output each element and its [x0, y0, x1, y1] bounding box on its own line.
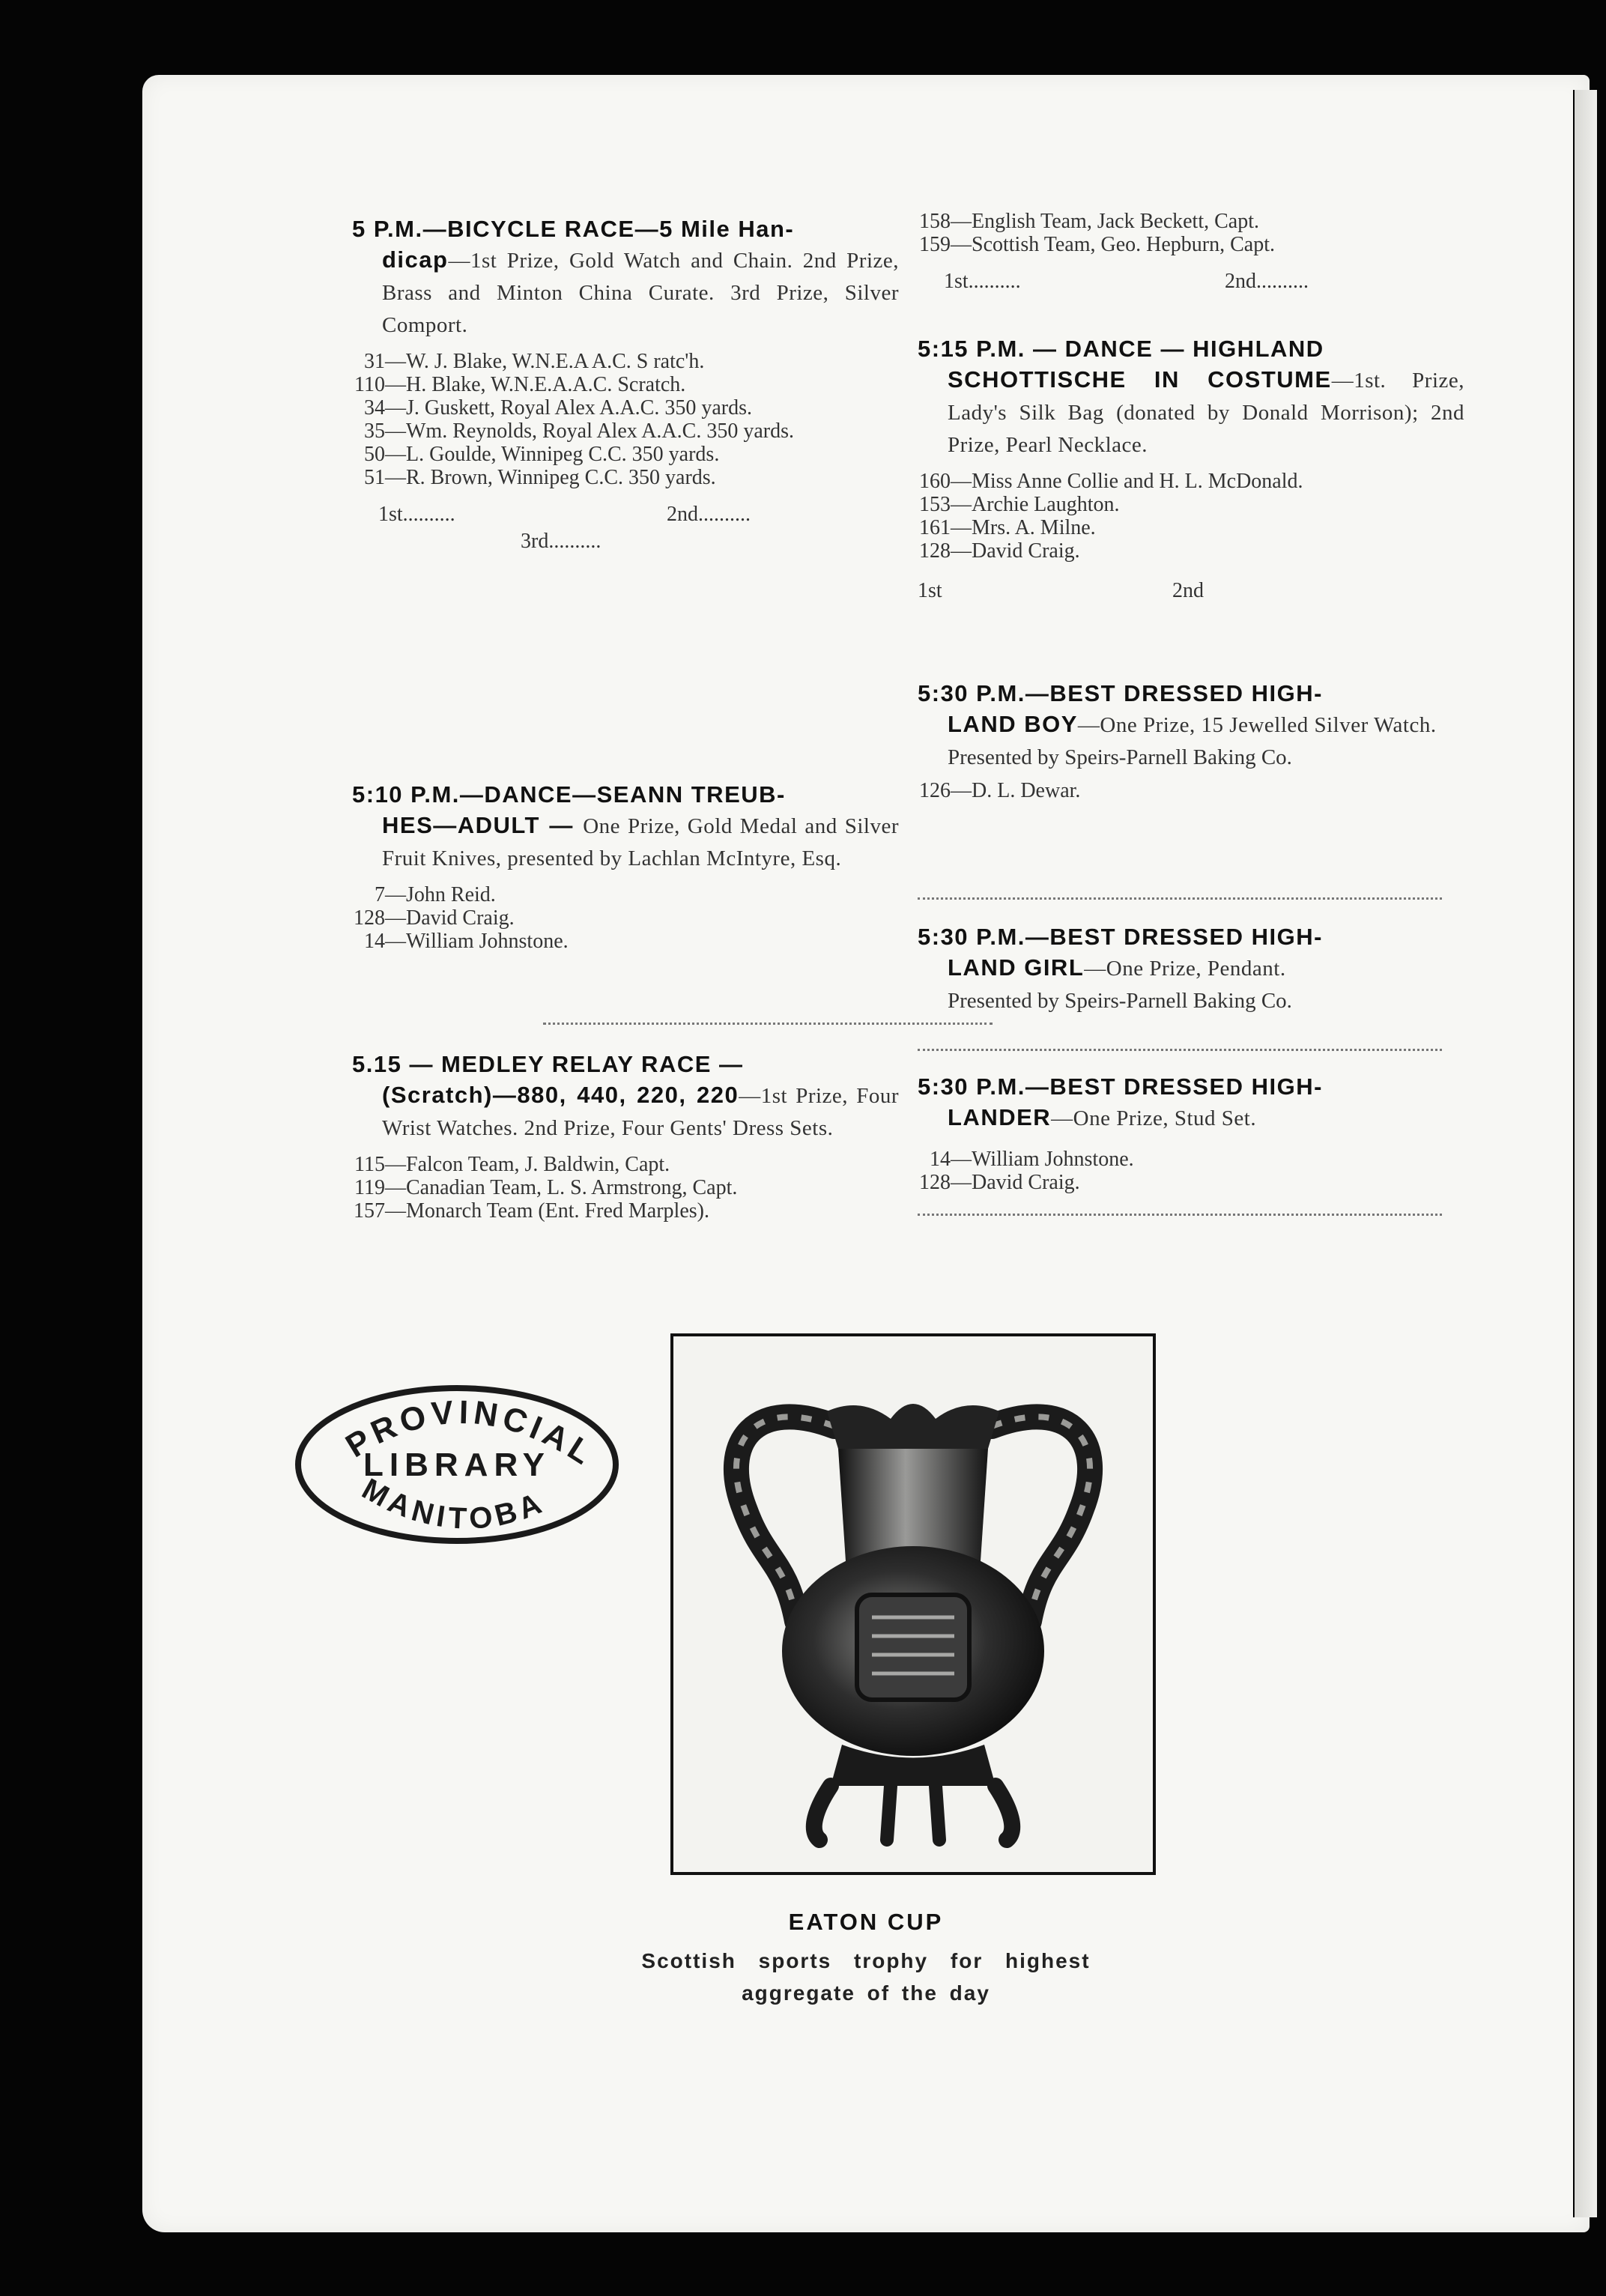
section-heading: 5 P.M.—BICYCLE RACE—5 Mile Han- — [352, 216, 795, 242]
stamp-line-manitoba: MANITOBA — [357, 1472, 551, 1536]
list-item: 31—W. J. Blake, W.N.E.A A.C. S ratc'h. — [364, 350, 705, 373]
entry-list — [918, 470, 1464, 563]
stamp-line-provincial: PROVINCIAL — [339, 1393, 602, 1474]
page-edge — [1573, 90, 1597, 2217]
list-item: 128—David Craig. — [354, 906, 515, 930]
second-place: 2nd.......... — [1225, 270, 1309, 293]
seann-treubhes-section — [352, 779, 899, 953]
list-item: 160—Miss Anne Collie and H. L. McDonald. — [919, 470, 1303, 493]
list-item: 128—David Craig. — [919, 1171, 1080, 1194]
list-item: 161—Mrs. A. Milne. — [919, 516, 1096, 539]
list-item: 159—Scottish Team, Geo. Hepburn, Capt. — [919, 233, 1276, 256]
entry-list — [352, 1153, 899, 1223]
section-heading: 5.15 — MEDLEY RELAY RACE — — [352, 1051, 744, 1077]
dotted-divider — [918, 897, 1442, 900]
list-item: 35—Wm. Reynolds, Royal Alex A.A.C. 350 yards. — [364, 419, 794, 443]
heading-continued: HES—ADULT — — [382, 812, 584, 838]
entry-list — [918, 210, 1464, 256]
trophy-icon — [673, 1336, 1153, 1872]
dotted-divider — [543, 1023, 993, 1025]
heading-continued: LANDER — [948, 1104, 1052, 1130]
library-stamp — [292, 1382, 622, 1547]
placings — [918, 579, 1464, 609]
placings — [918, 270, 1464, 300]
caption-line-1: Scottish sports trophy for highest — [641, 1949, 1091, 1972]
highland-schottische-section — [918, 333, 1464, 609]
trophy-photo — [670, 1333, 1156, 1875]
entry-list — [918, 1148, 1464, 1194]
prize-description: —One Prize, Pendant. — [1084, 957, 1286, 981]
entry-list — [352, 883, 899, 953]
list-item: 128—David Craig. — [919, 539, 1080, 563]
heading-continued: (Scratch)—880, 440, 220, 220 — [382, 1082, 739, 1108]
placings — [352, 503, 899, 555]
third-place: 3rd.......... — [521, 530, 602, 553]
entry-list — [918, 779, 1464, 802]
list-item: 119—Canadian Team, L. S. Armstrong, Capt. — [354, 1176, 738, 1199]
prize-description: —1st. Prize, Lady's Silk Bag (donated by Donald Morrison); 2nd Prize, Pearl Necklace. — [948, 369, 1465, 457]
section-heading: 5:15 P.M. — DANCE — HIGHLAND — [918, 336, 1324, 362]
caption-title: EATON CUP — [788, 1909, 944, 1935]
relay-continued-section — [918, 210, 1464, 300]
presented-by-note: Presented by Speirs-Parnell Baking Co. — [948, 745, 1292, 769]
list-item: 51—R. Brown, Winnipeg C.C. 350 yards. — [364, 466, 716, 489]
list-item: 115—Falcon Team, J. Baldwin, Capt. — [354, 1153, 670, 1176]
first-place: 1st.......... — [944, 270, 1021, 293]
section-heading: 5:30 P.M.—BEST DRESSED HIGH- — [918, 924, 1323, 950]
prize-description: —One Prize, Stud Set. — [1051, 1106, 1257, 1130]
second-place: 2nd — [1172, 579, 1204, 602]
bicycle-race-section — [352, 213, 899, 555]
highland-girl-section — [918, 921, 1464, 1014]
first-place: 1st — [918, 579, 942, 602]
prize-description: —1st Prize, Four Wrist Watches. 2nd Prize, Four Gents' Dress Sets. — [382, 1084, 900, 1140]
presented-by-note: Presented by Speirs-Parnell Baking Co. — [948, 989, 1292, 1013]
heading-continued: LAND GIRL — [948, 954, 1085, 981]
second-place: 2nd.......... — [667, 503, 751, 526]
list-item: 110—H. Blake, W.N.E.A.A.C. Scratch. — [354, 373, 686, 396]
prize-description: —1st Prize, Gold Watch and Chain. 2nd Prize, Brass and Minton China Curate. 3rd Prize, Silver Comport. — [382, 249, 899, 337]
prize-description: —One Prize, 15 Jewelled Silver Watch. — [1077, 713, 1437, 737]
first-place: 1st.......... — [378, 503, 455, 526]
list-item: 34—J. Guskett, Royal Alex A.A.C. 350 yards. — [364, 396, 752, 419]
heading-continued: dicap — [382, 246, 449, 273]
medley-relay-section — [352, 1049, 899, 1223]
heading-continued: SCHOTTISCHE IN COSTUME — [948, 366, 1332, 393]
list-item: 14—William Johnstone. — [930, 1148, 1134, 1171]
stamp-line-library: LIBRARY — [363, 1447, 551, 1483]
list-item: 50—L. Goulde, Winnipeg C.C. 350 yards. — [364, 443, 720, 466]
dotted-divider — [918, 1214, 1442, 1216]
section-heading: 5:10 P.M.—DANCE—SEANN TREUB- — [352, 781, 786, 808]
prize-description: One Prize, Gold Medal and Silver Fruit Knives, presented by Lachlan McIntyre, Esq. — [382, 814, 899, 870]
entry-list — [352, 350, 899, 489]
list-item: 158—English Team, Jack Beckett, Capt. — [919, 210, 1259, 233]
highlander-section — [918, 1071, 1464, 1194]
dotted-divider — [918, 1049, 1442, 1051]
highland-boy-section — [918, 678, 1464, 802]
list-item: 14—William Johnstone. — [364, 930, 569, 953]
section-heading: 5:30 P.M.—BEST DRESSED HIGH- — [918, 1073, 1323, 1100]
list-item: 126—D. L. Dewar. — [919, 779, 1081, 802]
list-item: 153—Archie Laughton. — [919, 493, 1120, 516]
list-item: 157—Monarch Team (Ent. Fred Marples). — [354, 1199, 709, 1223]
heading-continued: LAND BOY — [948, 711, 1078, 737]
section-heading: 5:30 P.M.—BEST DRESSED HIGH- — [918, 680, 1323, 706]
caption-line-2: aggregate of the day — [742, 1981, 990, 2005]
document-page — [142, 75, 1590, 2232]
list-item: 7—John Reid. — [375, 883, 496, 906]
